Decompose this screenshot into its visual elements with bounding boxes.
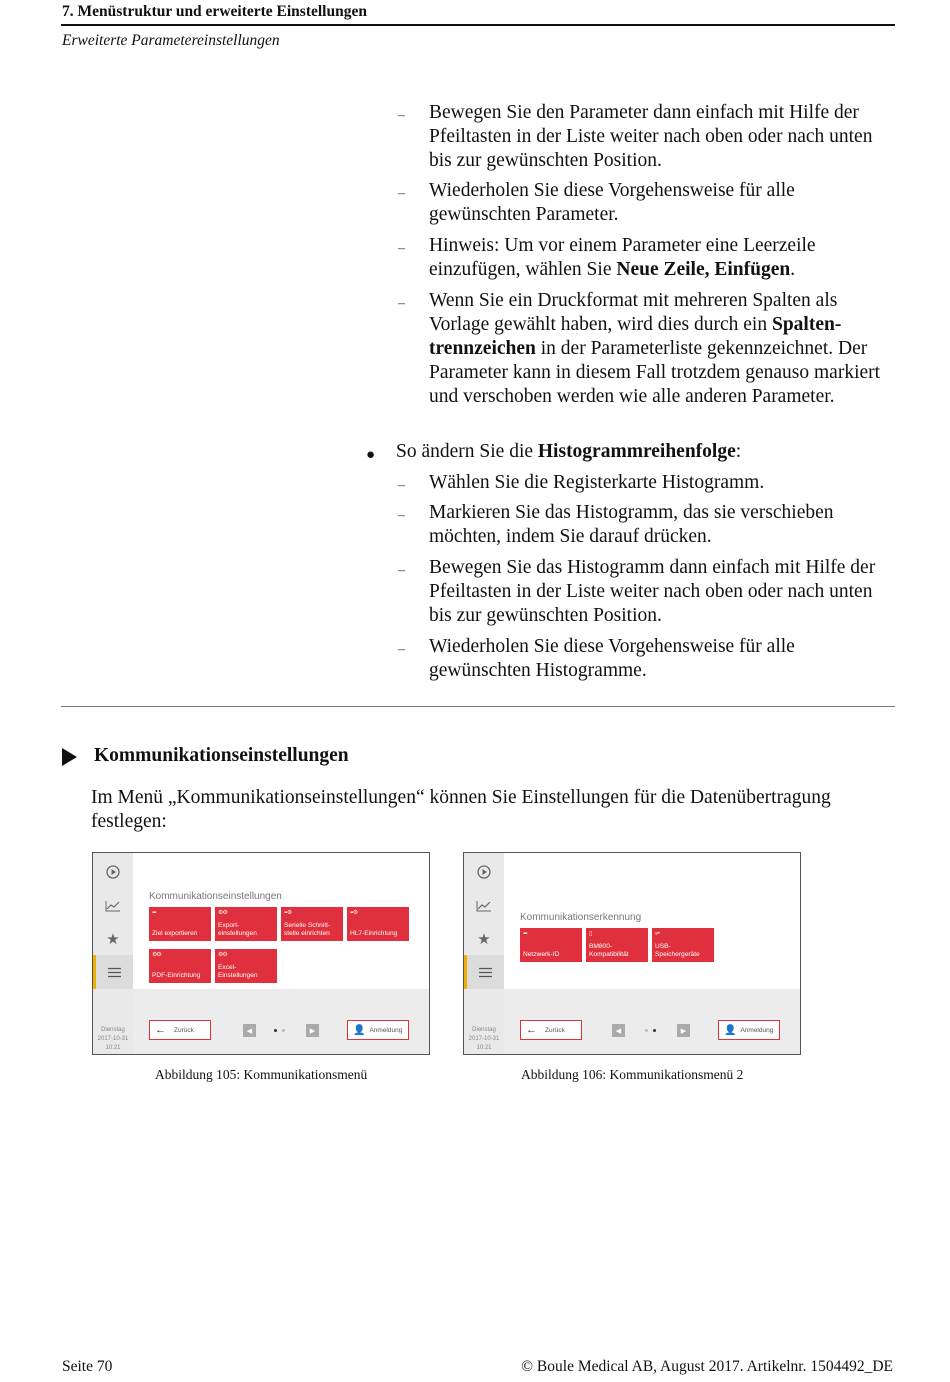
screen-title: Kommunikationseinstellungen bbox=[149, 891, 282, 902]
tile-pdf-setup[interactable]: ⚙⚙ PDF-Einrichtung bbox=[149, 949, 211, 983]
bullet-marker: ● bbox=[366, 447, 376, 463]
arrow-left-icon: ← bbox=[155, 1024, 166, 1036]
next-page-button[interactable]: ▶ bbox=[306, 1024, 319, 1037]
section-heading: Erweiterte Parametereinstellungen bbox=[62, 32, 280, 49]
chart-icon[interactable] bbox=[93, 889, 133, 922]
header-divider bbox=[61, 24, 895, 26]
copyright: © Boule Medical AB, August 2017. Artikelnr. 1504492_DE bbox=[521, 1358, 893, 1375]
play-icon[interactable] bbox=[464, 855, 504, 888]
network-icon: ▪▪▪ bbox=[152, 910, 156, 916]
dash-marker: – bbox=[398, 186, 405, 201]
tile-usb-storage[interactable]: ⇌ USB-Speichergeräte bbox=[652, 928, 714, 962]
arrow-left-icon: ← bbox=[526, 1024, 537, 1036]
list-item: Bewegen Sie den Parameter dann einfach mit Hilfe der Pfeiltasten in der Liste weiter nach oben oder nach unten bis zur gewünschten Position. bbox=[429, 102, 873, 171]
play-icon[interactable] bbox=[93, 855, 133, 888]
page-number: Seite 70 bbox=[62, 1358, 113, 1375]
dash-marker: – bbox=[398, 241, 405, 256]
prev-page-button[interactable]: ◀ bbox=[243, 1024, 256, 1037]
dash-marker: – bbox=[398, 642, 405, 657]
section-divider bbox=[61, 706, 895, 707]
dash-marker: – bbox=[398, 296, 405, 311]
list-item: Markieren Sie das Histogramm, das sie verschieben möchten, indem Sie darauf drücken. bbox=[429, 502, 834, 547]
play-arrow-icon bbox=[62, 748, 77, 766]
tile-export-target[interactable]: ▪▪▪ Ziel exportieren bbox=[149, 907, 211, 941]
page-dot-active bbox=[653, 1029, 656, 1032]
login-button[interactable]: 👤 Anmeldung bbox=[718, 1020, 780, 1040]
prev-page-button[interactable]: ◀ bbox=[612, 1024, 625, 1037]
gears-icon: ⚙⚙ bbox=[218, 952, 227, 958]
dash-marker: – bbox=[398, 563, 405, 578]
back-button[interactable]: ← Zurück bbox=[149, 1020, 211, 1040]
star-icon[interactable]: ★ bbox=[477, 930, 491, 948]
tile-hl7[interactable]: ▪▪ ⚙ HL7-Einrichtung bbox=[347, 907, 409, 941]
back-button[interactable]: ← Zurück bbox=[520, 1020, 582, 1040]
tile-excel-settings[interactable]: ⚙⚙ Excel-Einstellungen bbox=[215, 949, 277, 983]
dash-marker: – bbox=[398, 108, 405, 123]
chart-icon[interactable] bbox=[464, 889, 504, 922]
list-item: Wenn Sie ein Druckformat mit mehreren Spalten als Vorlage gewählt haben, wird dies durch ein Spalten-trennzeichen in der Parameterliste gekennzeichnet. Der Parameter kann in diesem Fall trotzdem genauso markiert und verschoben werden wie alle anderen Parameter. bbox=[429, 290, 881, 407]
usb-icon: ⇌ bbox=[655, 931, 660, 937]
network-icon: ▪▪▪ bbox=[523, 931, 527, 937]
list-item: Wiederholen Sie diese Vorgehensweise für alle gewünschten Parameter. bbox=[429, 180, 795, 225]
tile-network-id[interactable]: ▪▪▪ Netzwerk-ID bbox=[520, 928, 582, 962]
screen-title: Kommunikationserkennung bbox=[520, 912, 642, 923]
next-page-button[interactable]: ▶ bbox=[677, 1024, 690, 1037]
section-intro: Im Menü „Kommunikationseinstellungen“ können Sie Einstellungen für die Datenübertragung festlegen: bbox=[91, 787, 831, 832]
dash-marker: – bbox=[398, 478, 405, 493]
page-dot bbox=[282, 1029, 285, 1032]
dash-marker: – bbox=[398, 508, 405, 523]
star-icon[interactable]: ★ bbox=[106, 930, 120, 948]
page-dot-active bbox=[274, 1029, 277, 1032]
date-day: Dienstag bbox=[101, 1027, 125, 1033]
screenshot-communication-menu-2 bbox=[463, 852, 801, 1055]
section-title: Kommunikationseinstellungen bbox=[94, 745, 349, 766]
page-dot bbox=[645, 1029, 648, 1032]
figure-caption: Abbildung 105: Kommunikationsmenü bbox=[155, 1067, 368, 1082]
tile-bm800-compat[interactable]: ▯ BM800-Kompatibilität bbox=[586, 928, 648, 962]
tile-serial-interface[interactable]: ▪▪ ⚙ Serielle Schnitt-stelle einrichten bbox=[281, 907, 343, 941]
tile-export-settings[interactable]: ⚙⚙ Export-einstellungen bbox=[215, 907, 277, 941]
figure-caption: Abbildung 106: Kommunikationsmenü 2 bbox=[521, 1067, 744, 1082]
list-item: Wiederholen Sie diese Vorgehensweise für alle gewünschten Histogramme. bbox=[429, 636, 795, 681]
device-icon: ▯ bbox=[589, 931, 592, 937]
gears-icon: ⚙⚙ bbox=[152, 952, 161, 958]
menu-icon[interactable] bbox=[93, 955, 133, 989]
user-lock-icon: 👤 bbox=[353, 1024, 366, 1036]
login-button[interactable]: 👤 Anmeldung bbox=[347, 1020, 409, 1040]
bullet-item: So ändern Sie die Histogrammreihenfolge: bbox=[396, 441, 742, 462]
menu-icon[interactable] bbox=[464, 955, 504, 989]
list-item: Wählen Sie die Registerkarte Histogramm. bbox=[429, 472, 765, 493]
user-lock-icon: 👤 bbox=[724, 1024, 737, 1036]
screenshot-communication-menu bbox=[92, 852, 430, 1055]
date-value: 2017-10-31 bbox=[468, 1036, 500, 1042]
list-item: Hinweis: Um vor einem Parameter eine Leerzeile einzufügen, wählen Sie Neue Zeile, Einfügen. bbox=[429, 235, 816, 280]
network-gear-icon: ▪▪ ⚙ bbox=[350, 910, 358, 916]
date-day: Dienstag bbox=[472, 1027, 496, 1033]
network-gear-icon: ▪▪ ⚙ bbox=[284, 910, 292, 916]
time-value: 10:21 bbox=[476, 1045, 492, 1051]
date-value: 2017-10-31 bbox=[97, 1036, 129, 1042]
gears-icon: ⚙⚙ bbox=[218, 910, 227, 916]
time-value: 10:21 bbox=[105, 1045, 121, 1051]
list-item: Bewegen Sie das Histogramm dann einfach mit Hilfe der Pfeiltasten in der Liste weiter nach oben oder nach unten bis zur gewünschten Position. bbox=[429, 557, 876, 626]
chapter-heading: 7. Menüstruktur und erweiterte Einstellungen bbox=[62, 3, 367, 20]
